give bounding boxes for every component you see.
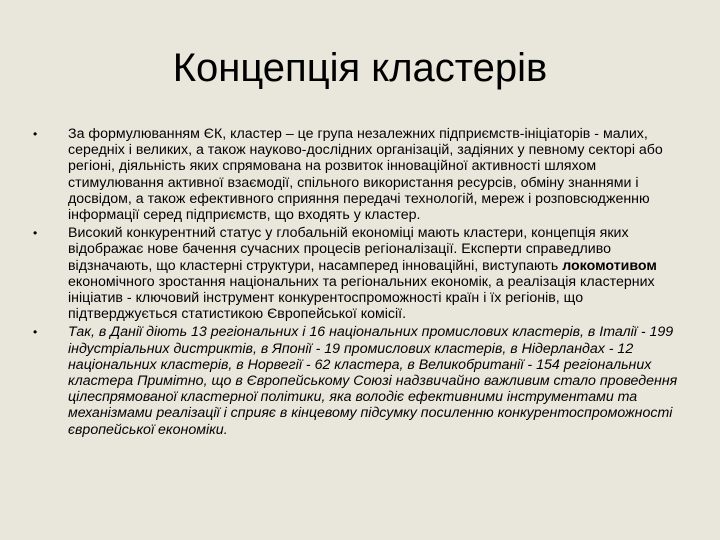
slide-title: Концепція кластерів [172,46,548,90]
bullet-marker: • [33,226,38,241]
bullet-item-definition [30,126,690,223]
bullet-marker: • [33,127,38,141]
bullet-text: За формулюванням ЄК, кластер – це група незалежних підприємств-ініціаторів - малих, середніх і великих, а також науково-дослідних організацій, задіяних у певному секторі або регіоні, діяльність яких спрямована на розвиток інноваційної активності шляхом стимулювання активної взаємодії, спільного використання ресурсів, обміну знаннями і досвідом, а також ефективного сприяння передачі технологій, мереж і розповсюдженню інформації серед підприємств, що входять у кластер. [68,126,663,224]
bullet-list [30,126,690,440]
bullet-text-part: економічного зростання національних та регіональних економік, а реалізація кластерних ініціатив - ключовий інструмент конкурентоспроможності країн і їх регіонів, що підтверджується статистикою Європейської комісії. [68,273,655,323]
bullet-text: Так, в Данії діють 13 регіональних і 16 національних промислових кластерів, в Італії - 199 індустріальних дистриктів, в Японії - 19 промислових кластерів, в Нідерландах - 12 національних кластерів, в Норвегії - 62 кластера, в Великобританії - 154 регіональних кластера Примітно, що в Європейському Союзі надзвичайно важливим стало проведення цілеспрямованої кластерної політики, яка володіє ефективними інструментами та механізмами реалізації і сприяє в кінцевому підсумку посиленню конкурентоспроможності європейської економіки. [68,324,678,438]
bullet-text [68,225,690,322]
bullet-marker: • [33,325,38,340]
bullet-item-competitive-status [30,225,690,322]
bullet-text-part: Високий конкурентний статус у глобальній економіці мають кластери, концепція яких відображає нове бачення сучасних процесів регіоналізації. Експерти справедливо відзначають, що кластерні структури, насамперед інноваційні, виступають [68,225,629,274]
bullet-text-bold: локомотивом [562,257,657,274]
bullet-item-country-stats [30,324,690,437]
